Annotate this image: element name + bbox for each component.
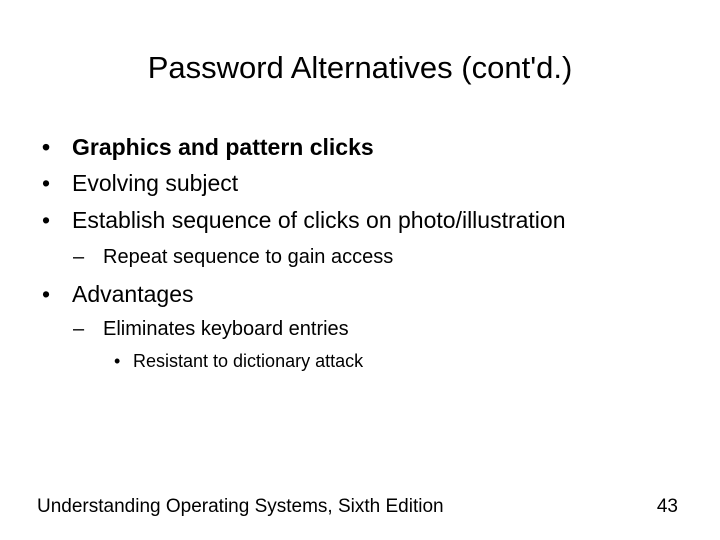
dash-marker: – xyxy=(73,318,85,340)
bullet-text: Graphics and pattern clicks xyxy=(72,134,374,160)
bullet-marker: • xyxy=(114,351,121,371)
dash-marker: – xyxy=(73,246,85,268)
slide-title: Password Alternatives (cont'd.) xyxy=(147,50,573,85)
bullet-marker: • xyxy=(42,207,51,233)
bullet-item-graphics xyxy=(42,132,374,162)
sub-bullet-item-repeat-sequence xyxy=(73,244,393,270)
bullet-item-evolving-subject xyxy=(42,168,238,198)
bullet-item-establish-sequence xyxy=(42,205,566,235)
page-number: 43 xyxy=(656,496,678,517)
bullet-text: Eliminates keyboard entries xyxy=(103,318,349,340)
bullet-text: Advantages xyxy=(72,281,194,307)
bullet-marker: • xyxy=(42,134,51,160)
bullet-text: Resistant to dictionary attack xyxy=(133,351,364,371)
bullet-marker: • xyxy=(42,170,51,196)
bullet-text: Establish sequence of clicks on photo/illustration xyxy=(72,207,566,233)
bullet-text: Repeat sequence to gain access xyxy=(103,246,394,268)
bullet-item-advantages xyxy=(42,279,193,309)
bullet-text: Evolving subject xyxy=(72,170,239,196)
sub-bullet-item-eliminates-keyboard xyxy=(73,316,349,342)
footer-book-title: Understanding Operating Systems, Sixth Edition xyxy=(37,496,444,517)
sub-sub-bullet-item-resistant xyxy=(114,349,363,373)
bullet-marker: • xyxy=(42,281,51,307)
